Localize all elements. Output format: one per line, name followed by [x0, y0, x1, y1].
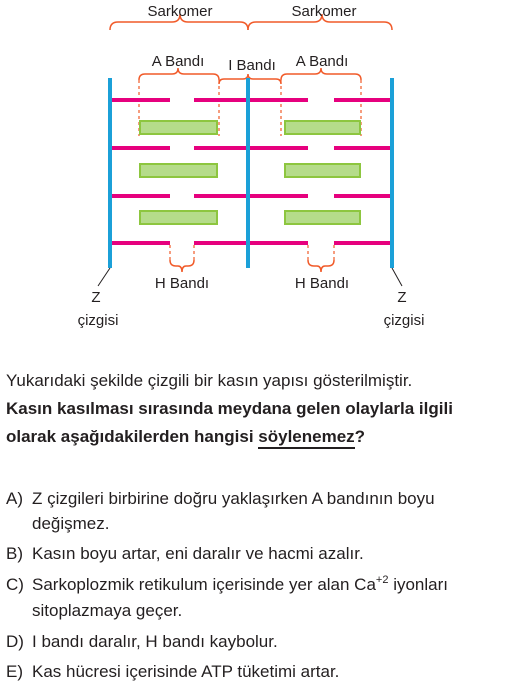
i-band-label: I Bandı	[228, 57, 276, 74]
z-line-label-right-1: Z	[397, 289, 407, 306]
question-stem-line2	[6, 427, 365, 447]
h-band-guides	[170, 245, 334, 260]
z-line-label-right-2: çizgisi	[383, 312, 425, 329]
z-line-label-left-2: çizgisi	[77, 312, 119, 329]
option-c-text-line2: sitoplazmaya geçer.	[32, 601, 183, 620]
sarcomere-label-right: Sarkomer	[291, 3, 357, 20]
option-e-text: Kas hücresi içerisinde ATP tüketimi artar.	[32, 662, 340, 681]
option-c-superscript: +2	[375, 574, 389, 586]
option-a-letter: A)	[6, 489, 23, 508]
option-c-text-post: iyonları	[388, 575, 448, 594]
option-c-text-pre: Sarkoplozmik retikulum içerisinde yer alan Ca	[32, 575, 376, 594]
question-mark: ?	[354, 427, 366, 446]
option-e[interactable]	[6, 662, 339, 682]
z-line-label-left-1: Z	[91, 289, 101, 306]
option-d[interactable]	[6, 632, 278, 652]
option-a-text-line2: değişmez.	[32, 514, 110, 533]
option-c[interactable]	[6, 575, 448, 595]
z-pointer-right	[392, 268, 402, 286]
h-band-bracket-left	[170, 260, 194, 272]
option-d-letter: D)	[6, 632, 24, 651]
option-b-text: Kasın boyu artar, eni daralır ve hacmi azalır.	[32, 544, 364, 563]
question-stem-line1: Kasın kasılması sırasında meydana gelen olaylarla ilgili	[6, 399, 453, 418]
z-pointer-left	[98, 268, 110, 286]
h-band-bracket-right	[308, 260, 334, 272]
sarcomere-diagram	[0, 0, 517, 340]
h-band-label-left: H Bandı	[154, 275, 210, 292]
a-band-label-right: A Bandı	[295, 53, 349, 70]
option-a-text-line1: Z çizgileri birbirine doğru yaklaşırken A bandının boyu	[32, 489, 435, 508]
question-intro: Yukarıdaki şekilde çizgili bir kasın yapısı gösterilmiştir.	[6, 371, 413, 390]
h-band-label-right: H Bandı	[294, 275, 350, 292]
option-c-letter: C)	[6, 575, 24, 594]
option-b[interactable]	[6, 544, 364, 564]
a-band-label-left: A Bandı	[151, 53, 205, 70]
option-b-letter: B)	[6, 544, 23, 563]
question-stem-line2-pre: olarak aşağıdakilerden hangisi	[6, 427, 259, 446]
sarcomere-label-left: Sarkomer	[147, 3, 213, 20]
option-d-text: I bandı daralır, H bandı kaybolur.	[32, 632, 278, 651]
question-negation-word: söylenemez	[258, 427, 354, 449]
option-e-letter: E)	[6, 662, 23, 681]
option-a[interactable]	[6, 489, 435, 509]
